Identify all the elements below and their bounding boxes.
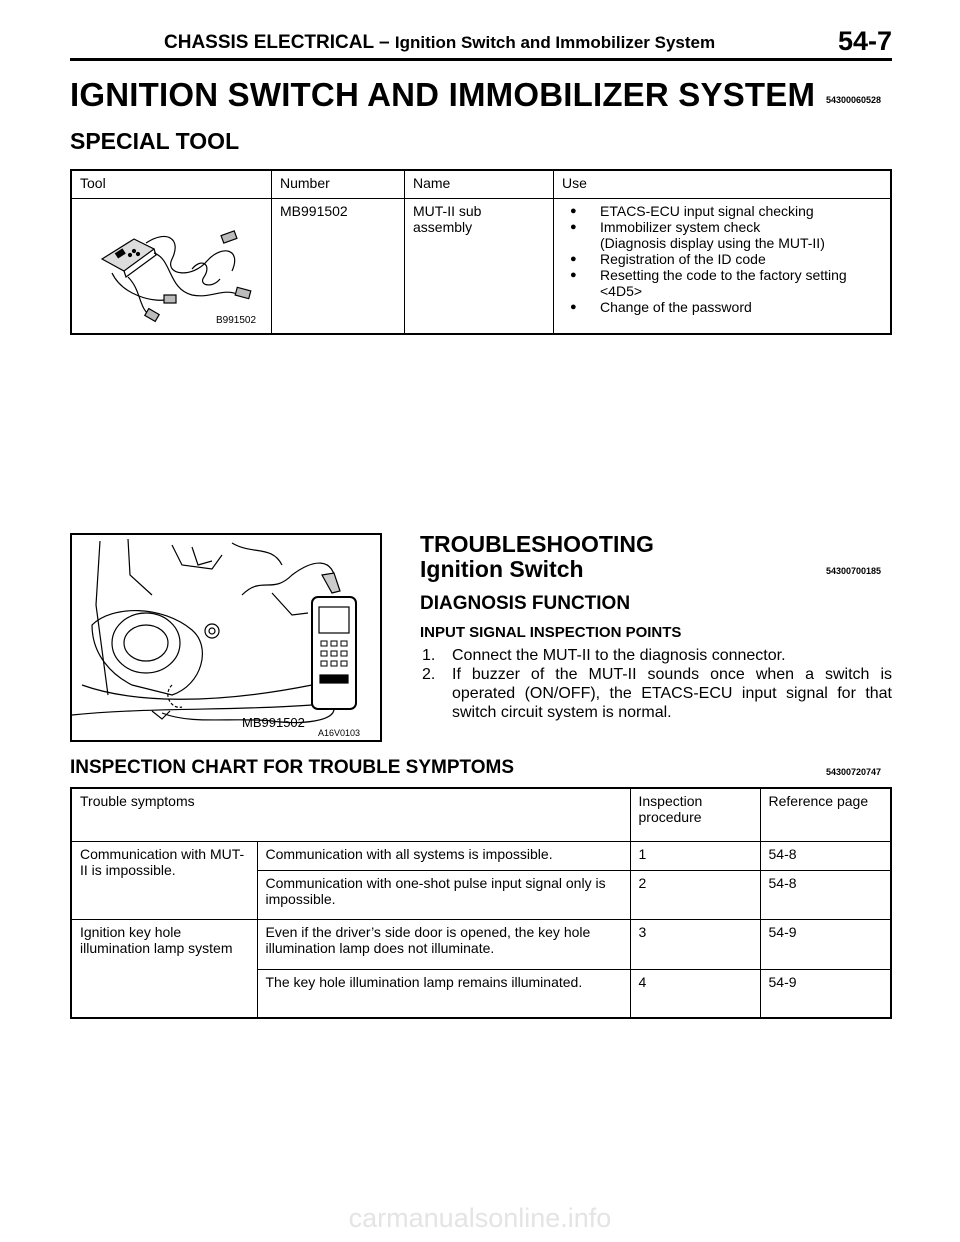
- symptom-detail: Communication with all systems is impossible.: [257, 841, 630, 870]
- watermark: carmanualsonline.info: [348, 1203, 612, 1233]
- step-text: Connect the MUT-II to the diagnosis connector.: [452, 647, 786, 664]
- tool-name-line1: MUT-II sub: [413, 202, 482, 219]
- subsection-name: Ignition Switch and Immobilizer System: [394, 33, 716, 52]
- header-separator: –: [379, 32, 390, 53]
- trouble-symptoms-table: [70, 787, 892, 1019]
- col-tool: Tool: [71, 170, 272, 198]
- running-header: [70, 26, 892, 60]
- section-name: CHASSIS ELECTRICAL: [164, 32, 374, 53]
- use-item: ● Resetting the code to the factory setting: [562, 267, 882, 283]
- procedure-number: 1: [630, 841, 760, 870]
- table-row: [71, 841, 891, 870]
- step-number: 1.: [422, 647, 436, 664]
- table-row: [71, 919, 891, 969]
- tool-name-line2: assembly: [413, 218, 473, 235]
- procedure-number: 3: [630, 919, 760, 969]
- col-use: Use: [554, 170, 892, 198]
- troubleshooting-heading: TROUBLESHOOTING: [420, 531, 654, 557]
- step-item: [420, 646, 892, 665]
- step-item: [420, 665, 892, 722]
- tool-name: [405, 198, 554, 334]
- mut-ii-sub-assembly-illustration: [72, 199, 271, 330]
- special-tool-table: [70, 169, 892, 335]
- symptom-group: Ignition key hole illumination lamp system: [71, 919, 257, 1018]
- figure-id: A16V0103: [318, 728, 361, 738]
- procedure-number: 2: [630, 870, 760, 919]
- step-number: 2.: [422, 666, 436, 683]
- symptom-detail: Communication with one-shot pulse input signal only is impossible.: [257, 870, 630, 919]
- ignition-switch-code: 54300700185: [826, 566, 882, 576]
- tool-image-label: B991502: [216, 314, 257, 326]
- special-tool-header-row: [71, 170, 891, 198]
- use-item-continuation: <4D5>: [600, 282, 643, 299]
- input-signal-heading: INPUT SIGNAL INSPECTION POINTS: [420, 624, 682, 641]
- col-number: Number: [272, 170, 405, 198]
- col-trouble-symptoms: Trouble symptoms: [71, 788, 630, 841]
- symptom-detail: Even if the driver’s side door is opened, the key hole illumination lamp does not illuminate.: [257, 919, 630, 969]
- use-item: ● Immobilizer system check: [562, 219, 882, 235]
- title-code: 54300060528: [826, 95, 882, 105]
- use-item: ● Change of the password: [562, 299, 882, 315]
- page-title: IGNITION SWITCH AND IMMOBILIZER SYSTEM: [70, 76, 816, 113]
- use-item-continuation: (Diagnosis display using the MUT-II): [600, 234, 825, 251]
- inspection-chart-code: 54300720747: [826, 767, 882, 777]
- tool-use-list: [562, 203, 882, 315]
- tool-use-cell: [554, 198, 892, 334]
- page-number: 54-7: [837, 26, 892, 56]
- col-reference-page: Reference page: [760, 788, 891, 841]
- special-tool-heading: SPECIAL TOOL: [70, 128, 240, 154]
- diagnosis-connector-illustration: [72, 535, 380, 740]
- diagnosis-connector-figure: [70, 533, 382, 742]
- col-name: Name: [405, 170, 554, 198]
- ignition-switch-heading: Ignition Switch: [420, 556, 584, 582]
- use-item: ● ETACS-ECU input signal checking: [562, 203, 882, 219]
- reference-page: 54-9: [760, 969, 891, 1018]
- diagnosis-function-heading: DIAGNOSIS FUNCTION: [420, 593, 631, 614]
- col-inspection-procedure: Inspection procedure: [630, 788, 760, 841]
- tool-number: MB991502: [272, 198, 405, 334]
- procedure-number: 4: [630, 969, 760, 1018]
- use-item: ● Registration of the ID code: [562, 251, 882, 267]
- reference-page: 54-9: [760, 919, 891, 969]
- header-rule: [70, 58, 892, 61]
- inspection-steps: [420, 646, 892, 722]
- special-tool-row: [71, 198, 891, 334]
- chart-header-row: [71, 788, 891, 841]
- symptom-detail: The key hole illumination lamp remains illuminated.: [257, 969, 630, 1018]
- step-text: If buzzer of the MUT-II sounds once when a switch is operated (ON/OFF), the ETACS-ECU input signal for that switch circuit system is normal.: [452, 666, 892, 721]
- figure-tool-label: MB991502: [242, 715, 305, 730]
- symptom-group: Communication with MUT-II is impossible.: [71, 841, 257, 919]
- tool-image-cell: [71, 198, 272, 334]
- inspection-chart-heading: INSPECTION CHART FOR TROUBLE SYMPTOMS: [70, 757, 515, 778]
- reference-page: 54-8: [760, 841, 891, 870]
- reference-page: 54-8: [760, 870, 891, 919]
- running-header-title: [164, 32, 715, 54]
